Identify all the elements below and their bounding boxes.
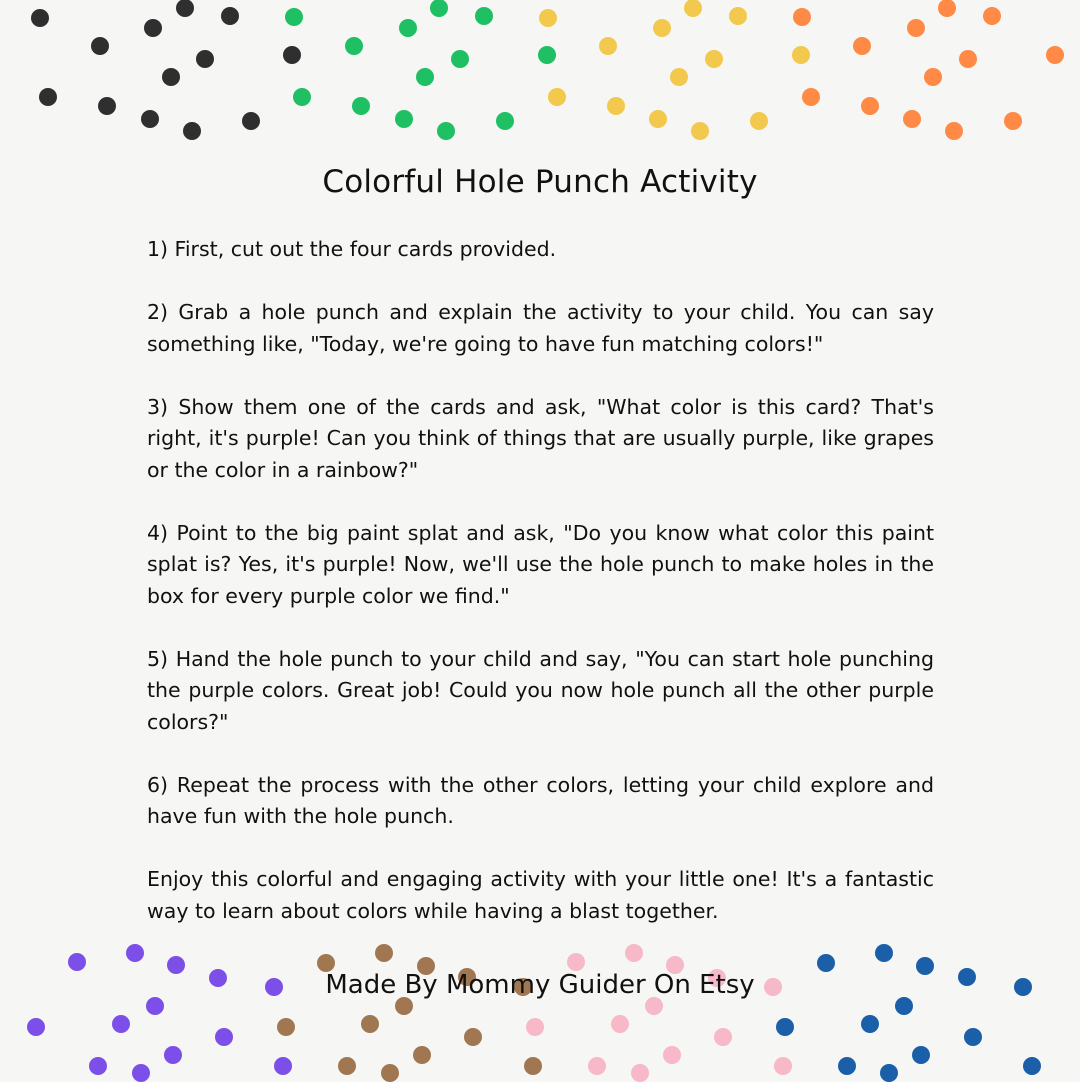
- pink-dot: [631, 1064, 649, 1082]
- step-5: 5) Hand the hole punch to your child and say, "You can start hole punching the purple colors. Great job! Could you now hole punch all the other purple colors?": [147, 646, 934, 734]
- step-1: 1) First, cut out the four cards provided.: [147, 237, 557, 261]
- closing-text: Enjoy this colorful and engaging activity with your little one! It's a fantastic way to learn about colors while having a blast together.: [147, 867, 934, 923]
- pink-dot: [774, 1057, 792, 1075]
- purple-dot: [274, 1057, 292, 1075]
- blue-dot: [912, 1046, 930, 1064]
- purple-dot: [112, 1015, 130, 1033]
- purple-dot: [27, 1018, 45, 1036]
- step-3: 3) Show them one of the cards and ask, "What color is this card? That's right, it's purple! Can you think of things that are usually purple, like grapes or the color in a rainbow?": [147, 394, 934, 482]
- page-title: Colorful Hole Punch Activity: [322, 164, 758, 200]
- purple-dot: [89, 1057, 107, 1075]
- blue-dot: [776, 1018, 794, 1036]
- pink-dot: [611, 1015, 629, 1033]
- blue-dot: [861, 1015, 879, 1033]
- brown-dot: [361, 1015, 379, 1033]
- step-4: 4) Point to the big paint splat and ask, "Do you know what color this paint splat is? Yes, it's purple! Now, we'll use the hole punch to make holes in the box for every purple color we find.": [147, 520, 934, 608]
- step-2: 2) Grab a hole punch and explain the activity to your child. You can say something like, "Today, we're going to have fun matching colors!": [147, 300, 934, 356]
- brown-dot: [464, 1028, 482, 1046]
- blue-dot: [838, 1057, 856, 1075]
- brown-dot: [338, 1057, 356, 1075]
- blue-dot: [964, 1028, 982, 1046]
- purple-dot: [215, 1028, 233, 1046]
- brown-dot: [381, 1064, 399, 1082]
- purple-dot: [132, 1064, 150, 1082]
- pink-dot: [588, 1057, 606, 1075]
- purple-dot: [164, 1046, 182, 1064]
- instructions: [147, 234, 934, 959]
- pink-dot: [714, 1028, 732, 1046]
- pink-dot: [526, 1018, 544, 1036]
- brown-dot: [277, 1018, 295, 1036]
- purple-dot: [68, 953, 86, 971]
- pink-dot: [663, 1046, 681, 1064]
- step-6: 6) Repeat the process with the other colors, letting your child explore and have fun with the hole punch.: [147, 772, 934, 828]
- blue-dot: [880, 1064, 898, 1082]
- brown-dot: [524, 1057, 542, 1075]
- blue-dot: [1023, 1057, 1041, 1075]
- brown-dot: [413, 1046, 431, 1064]
- purple-dot: [126, 944, 144, 962]
- footer-credit: Made By Mommy Guider On Etsy: [325, 970, 755, 1000]
